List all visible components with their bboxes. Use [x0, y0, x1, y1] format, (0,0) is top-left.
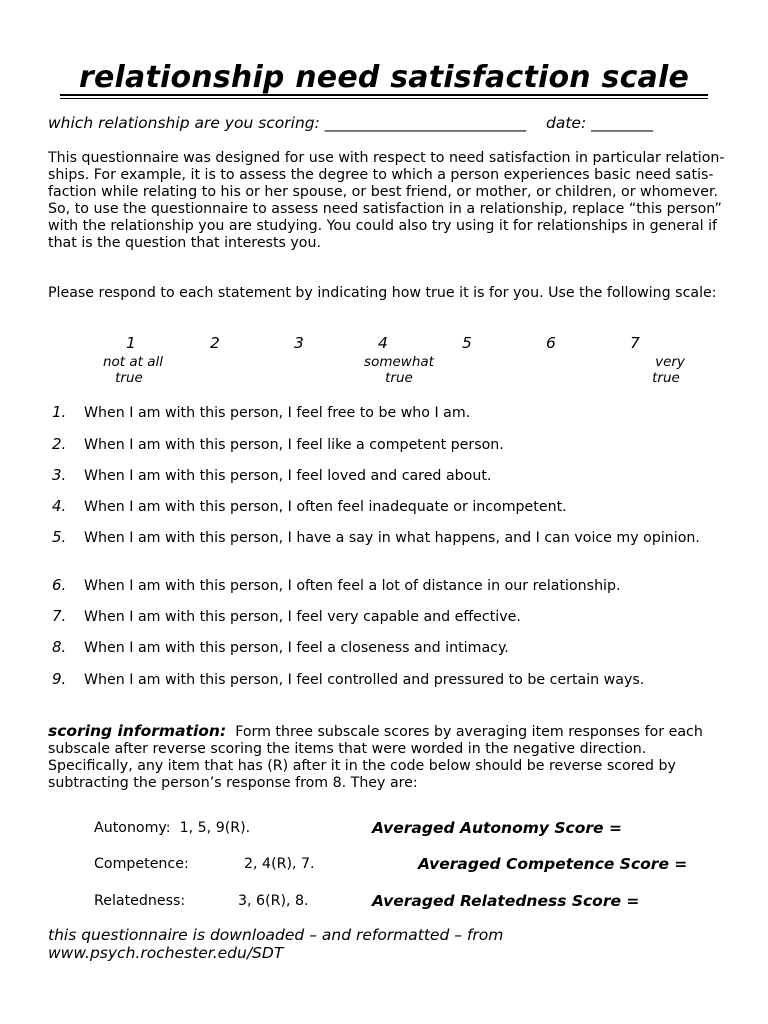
scale-number-3: 3 — [294, 334, 304, 352]
question-item: 1. When I am with this person, I feel free to be who I am. — [52, 403, 471, 421]
scoring-heading: scoring information: — [48, 722, 227, 740]
scoring-text: Form three subscale scores by averaging item responses for each subscale after reverse scoring the items that were worded in the negative direction. Specifically, any item that has (R) after it in the code below should be reverse scored by subtracting the person’s response from 8. They are: — [48, 724, 703, 791]
subscale-autonomy: Autonomy: 1, 5, 9(R). — [94, 820, 251, 836]
footer-line-1: this questionnaire is downloaded – and reformatted – from — [48, 926, 504, 944]
question-item: 5. When I am with this person, I have a say in what happens, and I can voice my opinion. — [52, 528, 700, 546]
scale-number-4: 4 — [378, 334, 388, 352]
scale-anchor-low: not at all true — [102, 354, 164, 386]
scoring-paragraph — [48, 723, 728, 792]
relationship-blank: __________________________ — [324, 114, 527, 132]
relatedness-score-label: Averaged Relatedness Score = — [372, 892, 640, 910]
scale-number-5: 5 — [462, 334, 472, 352]
competence-score-label: Averaged Competence Score = — [418, 855, 688, 873]
scale-anchor-high: very true — [652, 354, 685, 386]
intro-paragraph — [48, 150, 728, 252]
instructions-text: Please respond to each statement by indicating how true it is for you. Use the following scale: — [48, 285, 717, 301]
question-item: 3. When I am with this person, I feel loved and cared about. — [52, 466, 492, 484]
date-label: date: — [546, 114, 587, 132]
date-blank: ________ — [591, 114, 654, 132]
title-underline — [60, 94, 708, 96]
page-title: relationship need satisfaction scale — [78, 60, 690, 95]
source-footer — [48, 926, 503, 962]
scale-number-7: 7 — [630, 334, 640, 352]
footer-url: www.psych.rochester.edu/SDT — [48, 944, 284, 962]
scale-number-6: 6 — [546, 334, 556, 352]
question-item: 6. When I am with this person, I often feel a lot of distance in our relationship. — [52, 576, 621, 594]
title-underline-thin — [60, 98, 708, 99]
autonomy-score-label: Averaged Autonomy Score = — [372, 819, 622, 837]
subscale-relatedness-items: 3, 6(R), 8. — [238, 893, 309, 909]
scale-anchor-mid: somewhat true — [364, 354, 434, 386]
relationship-label: which relationship are you scoring: — [48, 114, 320, 132]
relationship-date-line — [48, 114, 653, 132]
question-item: 9. When I am with this person, I feel controlled and pressured to be certain ways. — [52, 670, 645, 688]
question-item: 8. When I am with this person, I feel a closeness and intimacy. — [52, 638, 509, 656]
instructions-paragraph — [48, 285, 728, 302]
subscale-competence-items: 2, 4(R), 7. — [244, 856, 315, 872]
intro-text: This questionnaire was designed for use with respect to need satisfaction in particular relation-ships. For example, it is to assess the degree to which a person experiences basic need satis-faction while relating to his or her spouse, or best friend, or mother, or children, or whomever. So, to use the questionnaire to assess need satisfaction in a relationship, replace “this person” with the relationship you are studying. You could also try using it for relationships in general if that is the question that interests you. — [48, 150, 725, 251]
question-item: 4. When I am with this person, I often feel inadequate or incompetent. — [52, 497, 567, 515]
question-item: 2. When I am with this person, I feel like a competent person. — [52, 435, 504, 453]
subscale-relatedness: Relatedness: — [94, 893, 186, 909]
scale-number-1: 1 — [126, 334, 136, 352]
subscale-competence: Competence: — [94, 856, 189, 872]
question-item: 7. When I am with this person, I feel very capable and effective. — [52, 607, 521, 625]
scale-number-2: 2 — [210, 334, 220, 352]
